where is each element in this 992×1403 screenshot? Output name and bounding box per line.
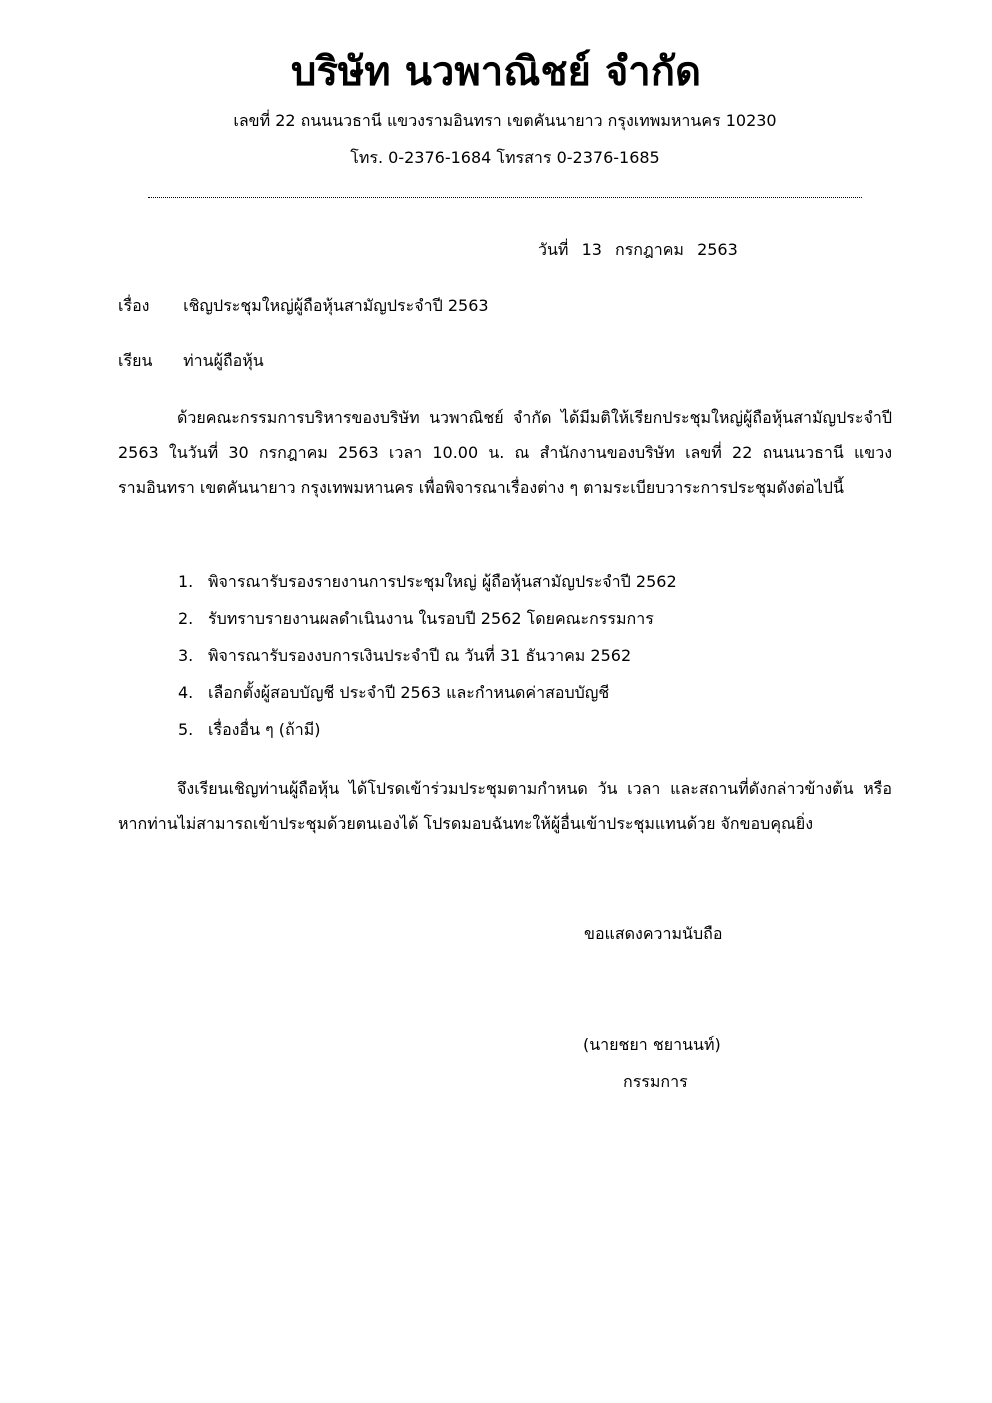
company-name: บริษัท นวพาณิชย์ จำกัด	[291, 49, 701, 95]
agenda-number: 5.	[178, 720, 194, 739]
closing-salutation: ขอแสดงความนับถือ	[584, 924, 723, 943]
agenda-item	[178, 717, 677, 754]
body-paragraph-invitation: จึงเรียนเชิญท่านผู้ถือหุ้น ได้โปรดเข้าร่วมประชุมตามกำหนด วัน เวลา และสถานที่ดังกล่าวข้างต้น หรือ หากท่านไม่สามารถเข้าประชุมด้วยตนเองได้ โปรดมอบฉันทะให้ผู้อื่นเข้าประชุมแทนด้วย จักขอบคุณยิ่ง	[118, 779, 892, 833]
company-address: เลขที่ 22 ถนนนวธานี แขวงรามอินทรา เขตคันนายาว กรุงเทพมหานคร 10230	[233, 111, 777, 130]
agenda-text: เลือกตั้งผู้สอบบัญชี ประจำปี 2563 และกำหนดค่าสอบบัญชี	[208, 683, 610, 702]
agenda-text: รับทราบรายงานผลดำเนินงาน ในรอบปี 2562 โดยคณะกรรมการ	[208, 609, 654, 628]
subject-line	[118, 294, 489, 318]
agenda-text: เรื่องอื่น ๆ (ถ้ามี)	[208, 720, 321, 739]
company-phone: โทร. 0-2376-1684 โทรสาร 0-2376-1685	[350, 148, 660, 167]
dotted-divider	[148, 197, 862, 198]
subject-label: เรื่อง	[118, 296, 150, 315]
agenda-item	[178, 643, 677, 680]
agenda-number: 1.	[178, 572, 194, 591]
agenda-item	[178, 606, 677, 643]
agenda-text: พิจารณารับรองรายงานการประชุมใหญ่ ผู้ถือหุ้นสามัญประจำปี 2562	[208, 572, 677, 591]
date-prefix: วันที่	[538, 240, 569, 259]
date-year: 2563	[697, 240, 738, 259]
agenda-number: 4.	[178, 683, 194, 702]
date-month: กรกฎาคม	[615, 240, 684, 259]
agenda-number: 2.	[178, 609, 194, 628]
signer-name: (นายชยา ชยานนท์)	[583, 1035, 721, 1054]
recipient-line	[118, 349, 264, 373]
letter-date	[538, 238, 746, 262]
agenda-item	[178, 680, 677, 717]
recipient-text: ท่านผู้ถือหุ้น	[183, 351, 264, 370]
date-day: 13	[581, 240, 602, 259]
agenda-item	[178, 569, 677, 606]
agenda-text: พิจารณารับรองงบการเงินประจำปี ณ วันที่ 31 ธันวาคม 2562	[208, 646, 632, 665]
recipient-label: เรียน	[118, 351, 153, 370]
agenda-number: 3.	[178, 646, 194, 665]
subject-text: เชิญประชุมใหญ่ผู้ถือหุ้นสามัญประจำปี 2563	[183, 296, 489, 315]
agenda-list	[178, 569, 677, 754]
signer-title: กรรมการ	[623, 1072, 688, 1091]
body-paragraph-intro: ด้วยคณะกรรมการบริหารของบริษัท นวพาณิชย์ จำกัด ได้มีมติให้เรียกประชุมใหญ่ผู้ถือหุ้นสามัญประจำปี 2563 ในวันที่ 30 กรกฎาคม 2563 เวลา 10.00 น. ณ สำนักงานของบริษัท เลขที่ 22 ถนนนวธานี แขวงรามอินทรา เขตคันนายาว กรุงเทพมหานคร เพื่อพิจารณาเรื่องต่าง ๆ ตามระเบียบวาระการประชุมดังต่อไปนี้	[118, 408, 892, 497]
